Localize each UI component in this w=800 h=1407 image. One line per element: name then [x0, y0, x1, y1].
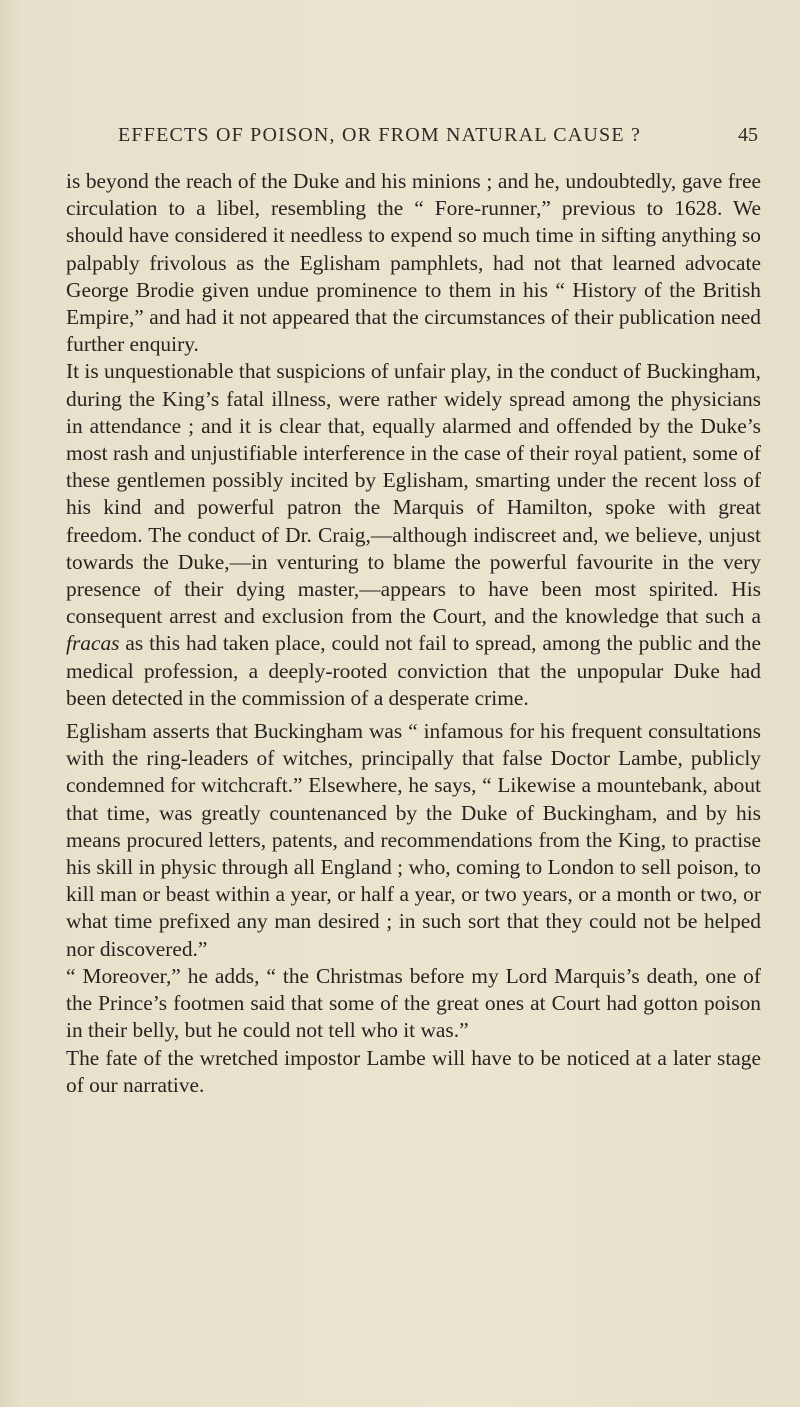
paragraph-text: It is unquestionable that suspicions of unfair play, in the conduct of Buckingham, during the King’s fatal illness, were rather widely spread among the physicians in attendance ; and it is clear that, equally alarmed and offended by the Duke’s most rash and unjustifiable interference in the case of their royal patient, some of these gentlemen possibly incited by Eglisham, smarting under the recent loss of his kind and powerful patron the Marquis of Hamilton, spoke with great freedom. The conduct of Dr. Craig,—although indiscreet and, we believe, unjust towards the Duke,—in venturing to blame the powerful favourite in the very presence of their dying master,—appears to have been most spirited. His consequent arrest and exclusion from the Court, and the knowledge that such a — [66, 359, 761, 629]
paragraph-text: The fate of the wretched impostor Lambe will have to be noticed at a later stage of our narrative. — [66, 1045, 761, 1097]
paragraph-4 — [66, 963, 761, 1045]
page-number: 45 — [738, 124, 758, 146]
running-title: EFFECTS OF POISON, OR FROM NATURAL CAUSE ? — [118, 124, 642, 146]
paragraph-2 — [66, 358, 761, 712]
running-head — [118, 124, 758, 154]
paragraph-1 — [66, 168, 761, 358]
paragraph-text: “ Moreover,” he adds, “ the Christmas before my Lord Marquis’s death, one of the Prince’s footmen said that some of the great ones at Court had gotton poison in their belly, but he could not tell who it was.” — [66, 963, 761, 1043]
paragraph-text: Eglisham asserts that Buckingham was “ infamous for his frequent consultations with the ring-leaders of witches, principally that false Doctor Lambe, publicly condemned for witchcraft.” Elsewhere, he says, “ Likewise a mountebank, about that time, was greatly countenanced by the Duke of Buckingham, and by his means procured letters, patents, and recommendations from the King, to practise his skill in physic through all England ; who, coming to London to sell poison, to kill man or beast within a year, or half a year, or two years, or a month or two, or what time prefixed any man desired ; in such sort that they could not be helped nor discovered.” — [66, 719, 761, 961]
italic-term: fracas — [66, 631, 120, 656]
paragraph-text: as this had taken place, could not fail to spread, among the public and the medical profession, a deeply-rooted conviction that the unpopular Duke had been detected in the commission of a desperate crime. — [66, 631, 761, 710]
paragraph-text: is beyond the reach of the Duke and his minions ; and he, undoubtedly, gave free circulation to a libel, resembling the “ Fore-runner,” previous to 1628. We should have considered it needless to expend so much time in sifting anything so palpably frivolous as the Eglisham pamphlets, had not that learned advocate George Brodie given undue prominence to them in his “ History of the British Empire,” and had it not appeared that the circumstances of their publication need further enquiry. — [66, 169, 761, 357]
paragraph-3 — [66, 718, 761, 963]
paragraph-5 — [66, 1045, 761, 1099]
body-text — [66, 168, 761, 1099]
